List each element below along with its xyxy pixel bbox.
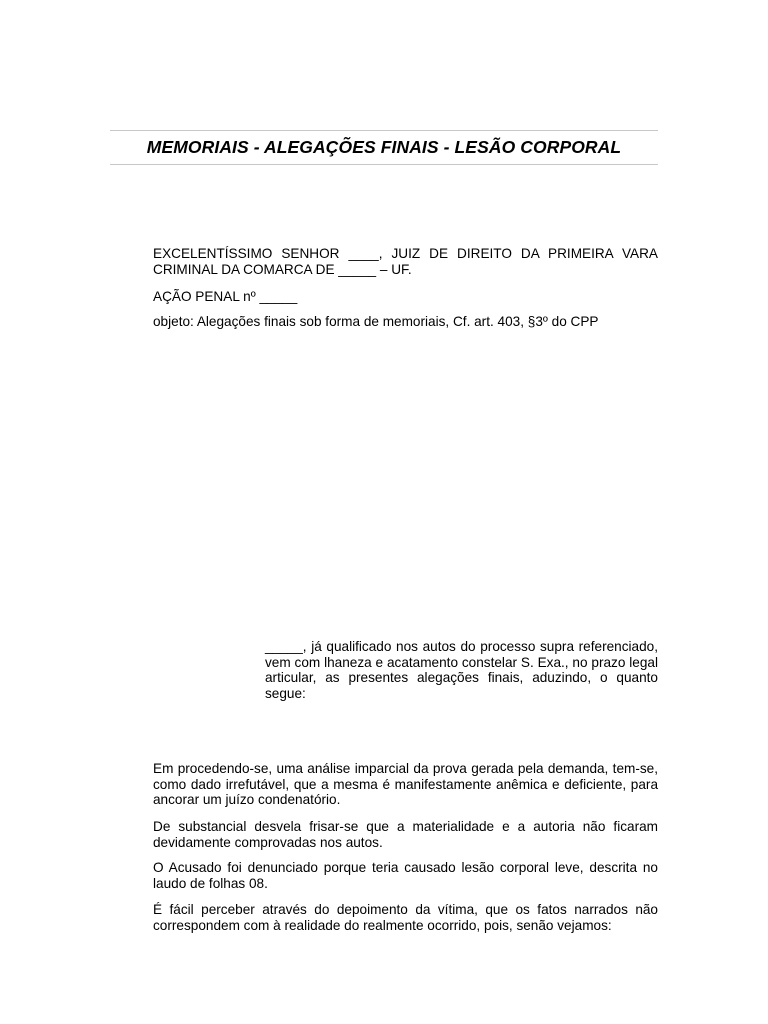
title-block <box>110 130 658 165</box>
addressee-paragraph: EXCELENTÍSSIMO SENHOR ____, JUIZ DE DIREITO DA PRIMEIRA VARA CRIMINAL DA COMARCA DE _____ – UF. <box>153 246 658 277</box>
acao-penal-line: AÇÃO PENAL nº _____ <box>153 289 298 304</box>
body-paragraph-3: O Acusado foi denunciado porque teria causado lesão corporal leve, descrita no laudo de folhas 08. <box>153 860 658 891</box>
intro-paragraph: _____, já qualificado nos autos do processo supra referenciado, vem com lhaneza e acatamento constelar S. Exa., no prazo legal articular, as presentes alegações finais, aduzindo, o quanto segue: <box>265 639 658 701</box>
body-paragraph-4: É fácil perceber através do depoimento da vítima, que os fatos narrados não correspondem com à realidade do realmente ocorrido, pois, senão vejamos: <box>153 902 658 933</box>
body-paragraph-2: De substancial desvela frisar-se que a materialidade e a autoria não ficaram devidamente comprovadas nos autos. <box>153 819 658 850</box>
objeto-line: objeto: Alegações finais sob forma de memoriais, Cf. art. 403, §3º do CPP <box>153 314 599 329</box>
document-title: MEMORIAIS - ALEGAÇÕES FINAIS - LESÃO CORPORAL <box>146 137 622 157</box>
body-paragraph-1: Em procedendo-se, uma análise imparcial da prova gerada pela demanda, tem-se, como dado irrefutável, que a mesma é manifestamente anêmica e deficiente, para ancorar um juízo condenatório. <box>153 761 658 808</box>
